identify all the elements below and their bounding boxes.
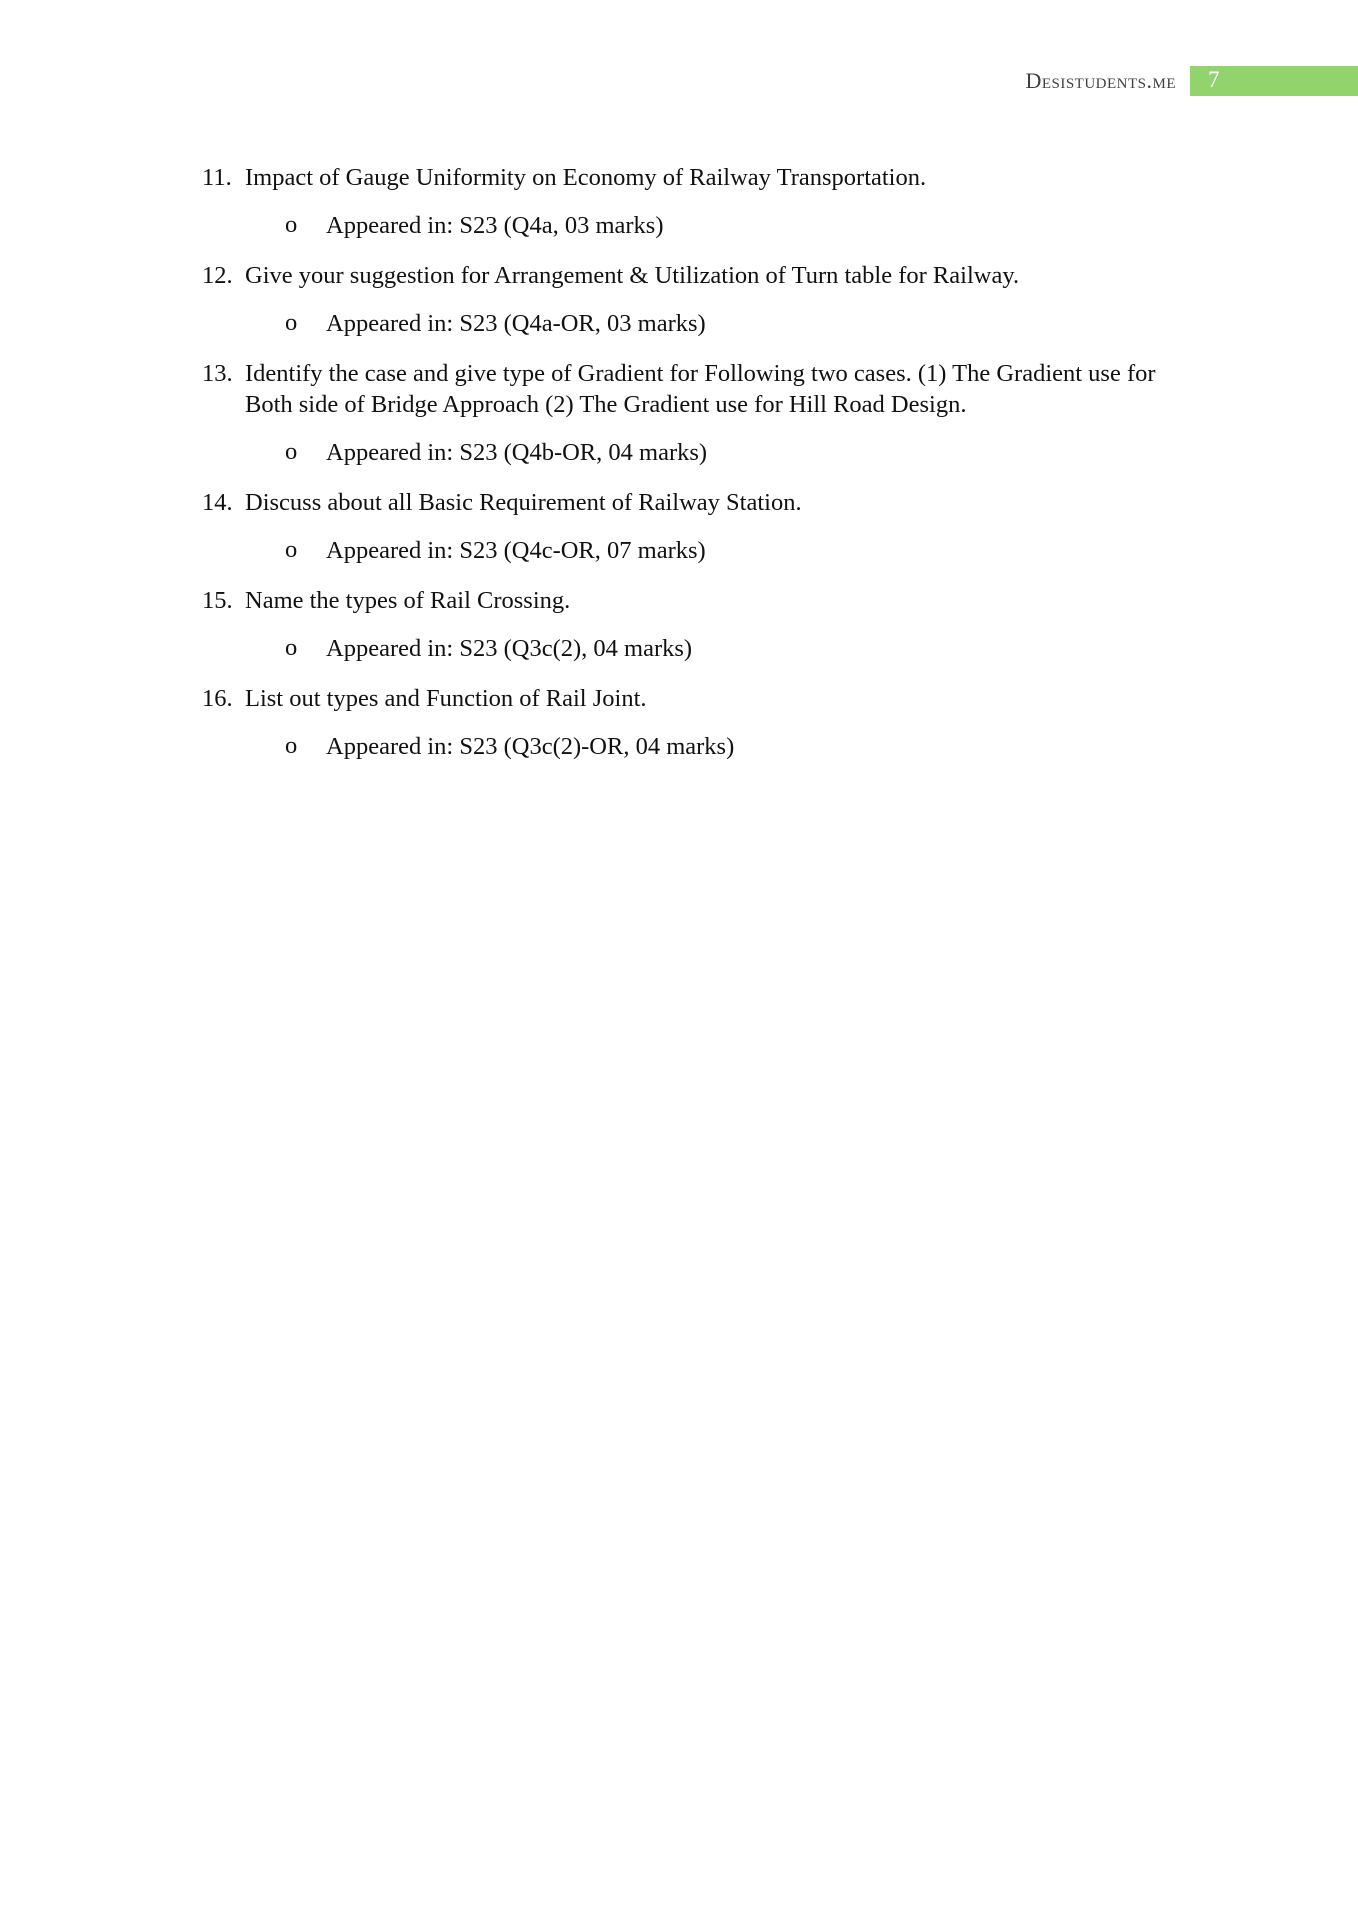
page-header xyxy=(0,66,1358,96)
question-item xyxy=(202,487,1182,518)
question-text: List out types and Function of Rail Joint. xyxy=(245,685,647,712)
bullet-icon: o xyxy=(285,211,298,238)
question-number: 15. xyxy=(202,587,233,614)
question-number: 12. xyxy=(202,262,233,289)
question-number: 16. xyxy=(202,685,233,712)
question-list xyxy=(202,162,1182,781)
appeared-in-line xyxy=(202,437,1182,468)
question-number: 14. xyxy=(202,489,233,516)
question-text: Impact of Gauge Uniformity on Economy of Railway Transportation. xyxy=(245,164,927,191)
appeared-in-text: Appeared in: S23 (Q4a, 03 marks) xyxy=(326,212,664,239)
page-number: 7 xyxy=(1208,67,1220,92)
bullet-icon: o xyxy=(285,438,298,465)
appeared-in-line xyxy=(202,535,1182,566)
question-number: 13. xyxy=(202,360,233,387)
appeared-in-line xyxy=(202,633,1182,664)
appeared-in-text: Appeared in: S23 (Q3c(2)-OR, 04 marks) xyxy=(326,733,735,760)
question-item xyxy=(202,358,1182,420)
appeared-in-text: Appeared in: S23 (Q4b-OR, 04 marks) xyxy=(326,439,708,466)
question-item xyxy=(202,585,1182,616)
question-item xyxy=(202,162,1182,193)
bullet-icon: o xyxy=(285,634,298,661)
appeared-in-text: Appeared in: S23 (Q3c(2), 04 marks) xyxy=(326,635,693,662)
bullet-icon: o xyxy=(285,309,298,336)
question-text: Name the types of Rail Crossing. xyxy=(245,587,571,614)
bullet-icon: o xyxy=(285,536,298,563)
question-item xyxy=(202,683,1182,714)
appeared-in-text: Appeared in: S23 (Q4c-OR, 07 marks) xyxy=(326,537,706,564)
appeared-in-line xyxy=(202,210,1182,241)
question-item xyxy=(202,260,1182,291)
question-number: 11. xyxy=(202,164,232,191)
page-number-badge xyxy=(1190,66,1358,96)
question-text: Identify the case and give type of Gradient for Following two cases. (1) The Gradient use for Both side of Bridge Approach (2) The Gradient use for Hill Road Design. xyxy=(245,360,1156,418)
question-text: Discuss about all Basic Requirement of Railway Station. xyxy=(245,489,802,516)
appeared-in-line xyxy=(202,308,1182,339)
site-name: Desistudents.me xyxy=(1025,68,1176,93)
appeared-in-text: Appeared in: S23 (Q4a-OR, 03 marks) xyxy=(326,310,706,337)
bullet-icon: o xyxy=(285,732,298,759)
question-text: Give your suggestion for Arrangement & Utilization of Turn table for Railway. xyxy=(245,262,1020,289)
appeared-in-line xyxy=(202,731,1182,762)
